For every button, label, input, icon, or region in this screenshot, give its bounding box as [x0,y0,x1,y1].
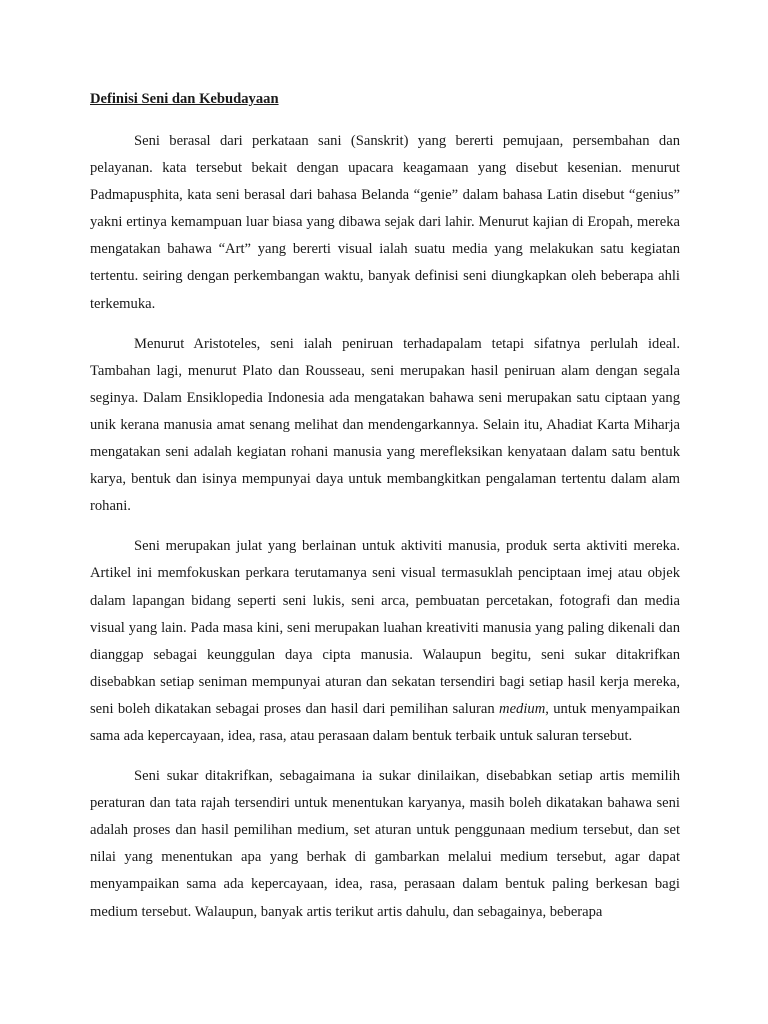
paragraph-3-italic-term: medium [499,700,546,717]
paragraph-3 [90,533,680,750]
paragraph-3-text-after: , untuk menyampaikan sama ada kepercayaan, idea, rasa, atau perasaan dalam bentuk terbaik untuk saluran tersebut. [90,700,680,744]
paragraph-2: Menurut Aristoteles, seni ialah peniruan terhadapalam tetapi sifatnya perlulah ideal. Tambahan lagi, menurut Plato dan Rousseau, seni merupakan hasil peniruan alam dengan segala seginya. Dalam Ensiklopedia Indonesia ada mengatakan bahawa seni merupakan satu ciptaan yang unik kerana manusia amat senang melihat dan mendengarkannya. Selain itu, Ahadiat Karta Miharja mengatakan seni adalah kegiatan rohani manusia yang merefleksikan kenyataan dalam satu bentuk karya, bentuk dan isinya mempunyai daya untuk membangkitkan pengalaman tertentu dalam alam rohani. [90,335,680,515]
paragraph-1: Seni berasal dari perkataan sani (Sanskrit) yang bererti pemujaan, persembahan dan pelayanan. kata tersebut bekait dengan upacara keagamaan yang disebut kesenian. menurut Padmapusphita, kata seni berasal dari bahasa Belanda “genie” dalam bahasa Latin disebut “genius” yakni ertinya kemampuan luar biasa yang dibawa sejak dari lahir. Menurut kajian di Eropah, mereka mengatakan bahawa “Art” yang bererti visual ialah suatu media yang melakukan satu kegiatan tertentu. seiring dengan perkembangan waktu, banyak definisi seni diungkapkan oleh beberapa ahli terkemuka. [90,133,680,312]
paragraph-3-text-before: Seni merupakan julat yang berlainan untuk aktiviti manusia, produk serta aktiviti mereka. Artikel ini memfokuskan perkara terutamanya seni visual termasuklah penciptaan imej atau objek dalam lapangan bidang seperti seni lukis, seni arca, pembuatan percetakan, fotografi dan media visual yang lain. Pada masa kini, seni merupakan luahan kreativiti manusia yang paling dikenali dan dianggap sebagai keunggulan daya cipta manusia. Walaupun begitu, seni sukar ditakrifkan disebabkan setiap seniman mempunyai aturan dan sekatan tersendiri bagi setiap hasil kerja mereka, seni boleh dikatakan sebagai proses dan hasil dari pemilihan saluran [90,538,680,717]
document-title: Definisi Seni dan Kebudayaan [90,91,279,107]
paragraph-4: Seni sukar ditakrifkan, sebagaimana ia sukar dinilaikan, disebabkan setiap artis memilih peraturan dan tata rajah tersendiri untuk menentukan karyanya, masih boleh dikatakan bahawa seni adalah proses dan hasil pemilihan medium, set aturan untuk penggunaan medium tersebut, dan set nilai yang menentukan apa yang berhak di gambarkan melalui medium tersebut, agar dapat menyampaikan sama ada kepercayaan, idea, rasa, perasaan dalam bentuk paling berkesan bagi medium tersebut. Walaupun, banyak artis terikut artis dahulu, dan sebagainya, beberapa [90,768,680,920]
